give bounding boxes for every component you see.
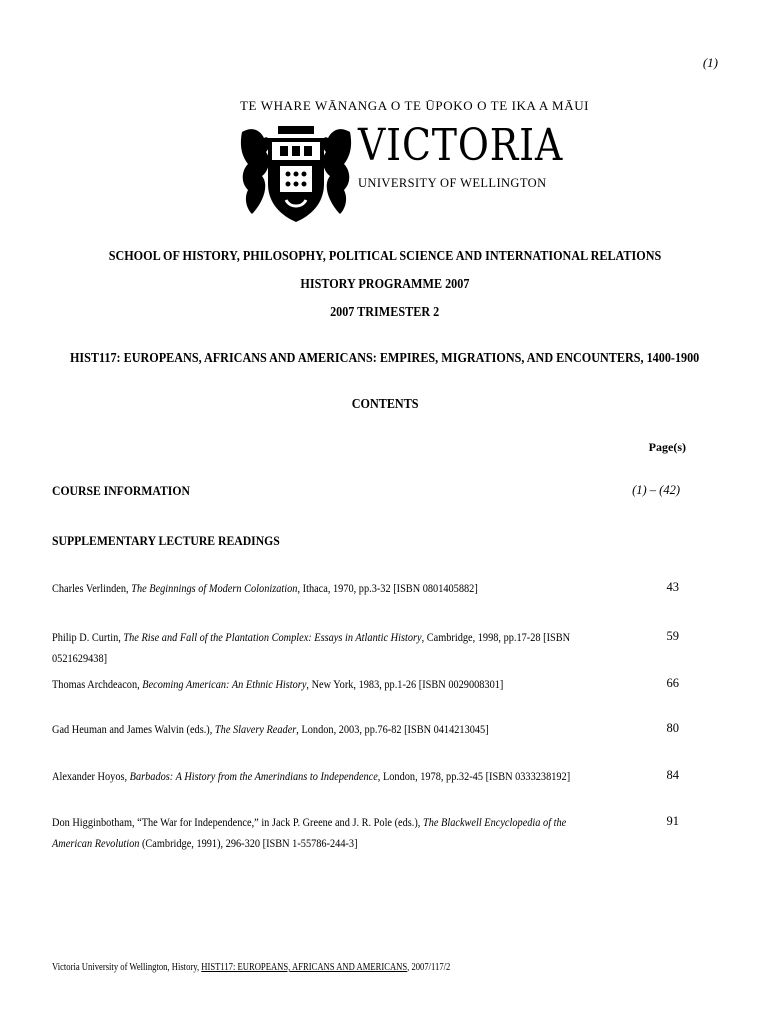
crest-icon <box>240 124 352 224</box>
reading-title: The Slavery Reader <box>214 722 297 736</box>
trimester-heading: 2007 TRIMESTER 2 <box>330 304 440 319</box>
reading-title: Barbados: A History from the Amerindians to Independence <box>129 769 378 783</box>
reading-entry: Thomas Archdeacon, Becoming American: An Ethnic History, New York, 1983, pp.1-26 [ISBN 0029008301] <box>52 677 504 691</box>
reading-page: 80 <box>666 721 679 735</box>
course-information-pages: (1) – (42) <box>632 483 680 497</box>
reading-page: 91 <box>666 814 679 828</box>
school-heading: SCHOOL OF HISTORY, PHILOSOPHY, POLITICAL SCIENCE AND INTERNATIONAL RELATIONS <box>108 248 662 263</box>
reading-entry: Alexander Hoyos, Barbados: A History from the Amerindians to Independence, London, 1978, pp.32-45 [ISBN 0333238192] <box>52 769 571 783</box>
reading-title: The Blackwell Encyclopedia of the <box>422 815 567 829</box>
programme-heading: HISTORY PROGRAMME 2007 <box>300 276 470 291</box>
maori-name: TE WHARE WĀNANGA O TE ŪPOKO O TE IKA A MĀUI <box>240 98 590 113</box>
reading-title: The Beginnings of Modern Colonization <box>131 581 298 595</box>
reading-page: 84 <box>666 768 679 782</box>
page-footer: Victoria University of Wellington, History, HIST117: EUROPEANS, AFRICANS AND AMERICANS, 2007/117/2 <box>52 962 451 973</box>
reading-title: The Rise and Fall of the Plantation Complex: Essays in Atlantic History <box>123 630 422 644</box>
course-information-label: COURSE INFORMATION <box>52 483 190 498</box>
supplementary-readings-label: SUPPLEMENTARY LECTURE READINGS <box>52 533 280 548</box>
reading-title-continued: American Revolution <box>52 836 140 850</box>
reading-entry: Charles Verlinden, The Beginnings of Modern Colonization, Ithaca, 1970, pp.3-32 [ISBN 0801405882] <box>52 581 478 595</box>
page-marker: (1) <box>702 55 718 70</box>
university-name: VICTORIA <box>358 120 564 171</box>
university-logo <box>240 98 590 224</box>
footer-course-link: HIST117: EUROPEANS, AFRICANS AND AMERICANS <box>201 962 408 973</box>
reading-page: 59 <box>666 629 679 643</box>
contents-heading: CONTENTS <box>351 396 419 411</box>
course-title: HIST117: EUROPEANS, AFRICANS AND AMERICANS: EMPIRES, MIGRATIONS, AND ENCOUNTERS, 1400-1900 <box>70 350 700 365</box>
reading-entry: Don Higginbotham, “The War for Independence,” in Jack P. Greene and J. R. Pole (eds.), The Blackwell Encyclopedia of the American Revolution (Cambridge, 1991), 296-320 [ISBN 1-55786-244-3] <box>52 815 567 850</box>
reading-page: 66 <box>666 676 679 690</box>
reading-title: Becoming American: An Ethnic History <box>142 677 307 691</box>
reading-entry: Gad Heuman and James Walvin (eds.), The Slavery Reader, London, 2003, pp.76-82 [ISBN 0414213045] <box>52 722 489 736</box>
pages-column-header: Page(s) <box>648 440 686 454</box>
university-subname: UNIVERSITY OF WELLINGTON <box>358 176 547 190</box>
reading-page: 43 <box>666 580 679 594</box>
reading-entry: Philip D. Curtin, The Rise and Fall of the Plantation Complex: Essays in Atlantic History, Cambridge, 1998, pp.17-28 [ISBN 0521629438] <box>52 630 571 665</box>
